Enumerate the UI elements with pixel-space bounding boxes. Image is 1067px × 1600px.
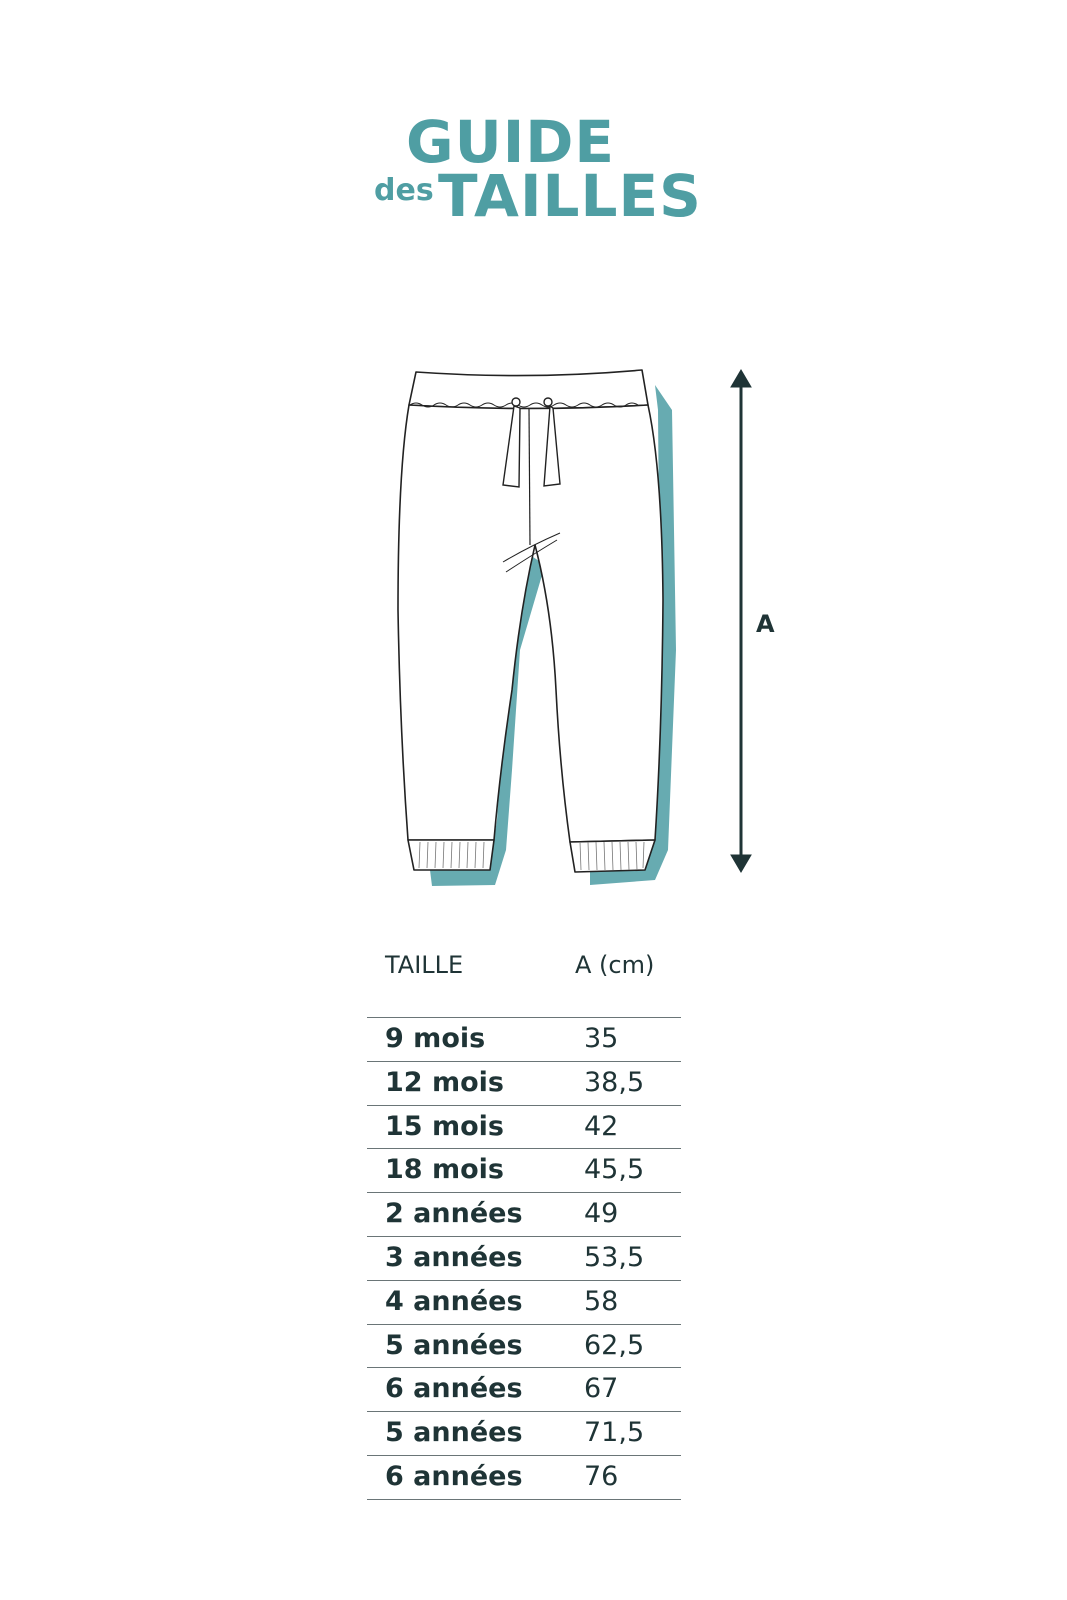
header-a-cm: A (cm): [575, 951, 655, 979]
value-cell: 42: [584, 1110, 619, 1142]
value-cell: 45,5: [584, 1154, 645, 1186]
value-cell: 62,5: [584, 1329, 645, 1361]
size-guide-title: [0, 0, 1067, 240]
size-cell: 6 années: [385, 1460, 523, 1492]
size-cell: 5 années: [385, 1329, 523, 1361]
table-row: [367, 1368, 681, 1412]
size-cell: 5 années: [385, 1417, 523, 1449]
value-cell: 67: [584, 1373, 619, 1405]
value-cell: 58: [584, 1285, 619, 1317]
size-cell: 3 années: [385, 1241, 523, 1273]
pants-outline: [398, 370, 663, 872]
size-cell: 2 années: [385, 1198, 523, 1230]
pants-diagram: [0, 350, 1067, 910]
table-row: [367, 1456, 681, 1500]
dimension-arrow: [731, 370, 751, 872]
size-cell: 12 mois: [385, 1066, 504, 1098]
title-guide: GUIDE: [406, 108, 616, 176]
table-row: [367, 1193, 681, 1237]
value-cell: 38,5: [584, 1066, 645, 1098]
table-row: [367, 1412, 681, 1456]
title-des: des: [374, 173, 434, 208]
title-tailles: TAILLES: [438, 162, 702, 230]
table-row: [367, 1106, 681, 1150]
value-cell: 53,5: [584, 1241, 645, 1273]
size-table: [367, 945, 681, 1500]
size-cell: 9 mois: [385, 1023, 486, 1054]
table-row: [367, 1237, 681, 1281]
pants-illustration: [0, 350, 1067, 910]
table-row: [367, 1062, 681, 1106]
size-cell: 4 années: [385, 1285, 523, 1317]
table-row: [367, 1281, 681, 1325]
value-cell: 49: [584, 1198, 619, 1230]
header-taille: TAILLE: [385, 951, 464, 979]
table-row: [367, 1149, 681, 1193]
size-cell: 6 années: [385, 1373, 523, 1405]
value-cell: 35: [584, 1023, 619, 1054]
table-row: [367, 1325, 681, 1369]
table-rows: [367, 1017, 681, 1500]
size-cell: 15 mois: [385, 1110, 504, 1142]
table-header: [367, 945, 681, 1017]
size-cell: 18 mois: [385, 1154, 504, 1186]
value-cell: 76: [584, 1460, 619, 1492]
table-row: [367, 1018, 681, 1062]
dimension-label: A: [756, 610, 775, 638]
value-cell: 71,5: [584, 1417, 645, 1449]
